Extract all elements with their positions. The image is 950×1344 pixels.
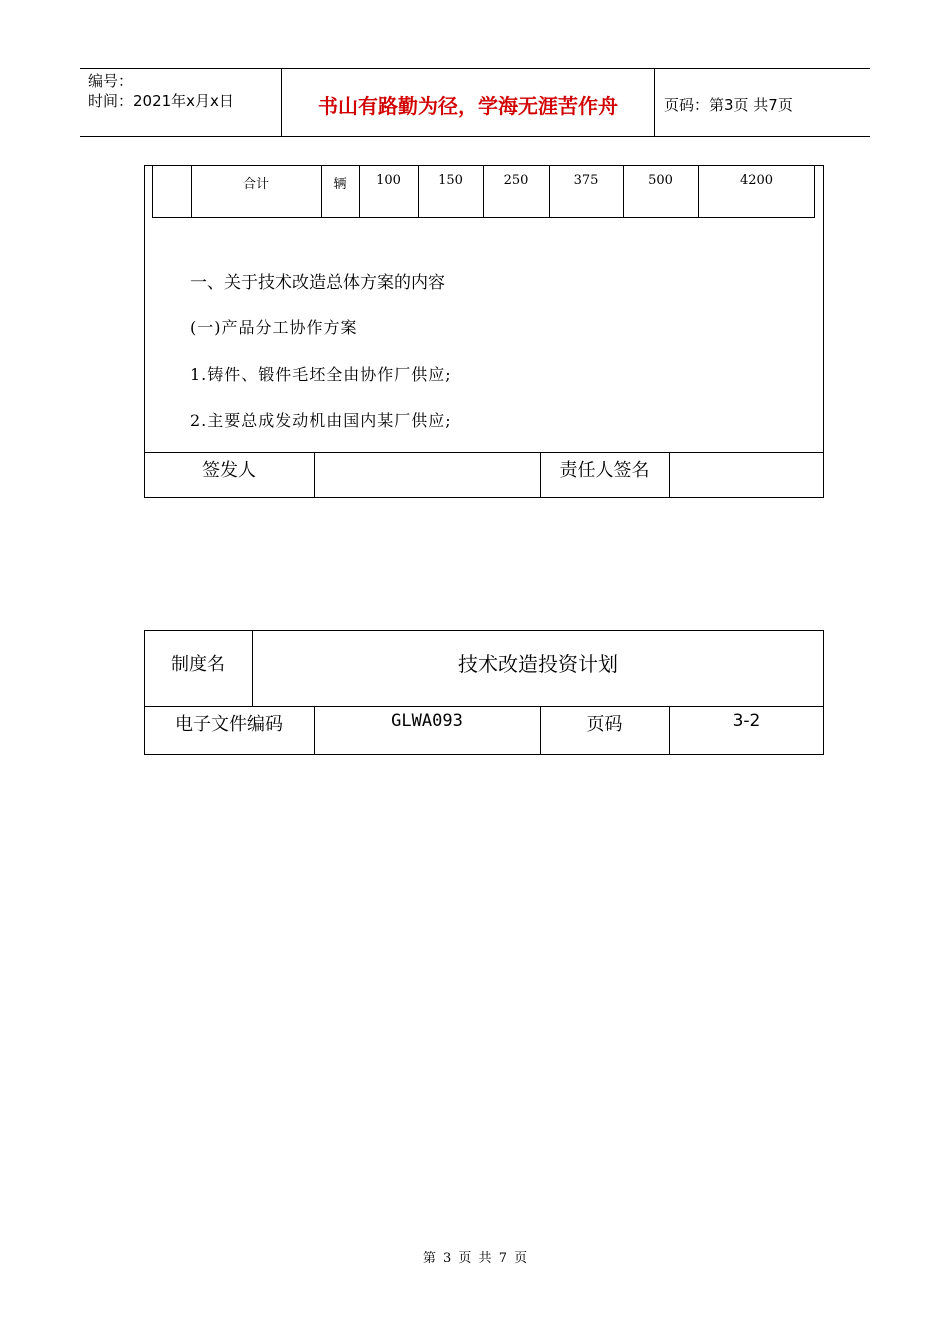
total-label: 合计 <box>242 177 269 192</box>
document-time-label: 时间：2021年x月x日 <box>88 92 234 110</box>
list-item: 2.主要总成发动机由国内某厂供应; <box>190 411 452 430</box>
system-name-label: 制度名 <box>171 654 225 675</box>
list-item: 1.铸件、锻件毛坯全由协作厂供应; <box>190 365 452 384</box>
header-page-info: 页码：第3页 共7页 <box>664 96 793 114</box>
section-subheading: (一)产品分工协作方案 <box>190 318 358 337</box>
page-value: 3-2 <box>732 711 761 731</box>
total-value: 150 <box>438 173 463 188</box>
document-info-rule <box>144 706 824 707</box>
header-divider-right <box>654 68 655 136</box>
responsible-signature-field[interactable] <box>669 456 824 496</box>
total-value: 375 <box>573 173 599 188</box>
header-top-rule <box>80 68 870 69</box>
document-number-label: 编号： <box>88 72 134 90</box>
total-value: 4200 <box>739 173 774 188</box>
issuer-field[interactable] <box>314 456 540 496</box>
header-motto: 书山有路勤为径，学海无涯苦作舟 <box>318 94 618 118</box>
page-label: 页码 <box>586 714 623 735</box>
section-heading: 一、关于技术改造总体方案的内容 <box>190 273 445 293</box>
issuer-label: 签发人 <box>202 460 256 481</box>
responsible-signature-label: 责任人签名 <box>559 460 650 481</box>
total-value: 500 <box>648 173 673 188</box>
file-code-label: 电子文件编码 <box>175 714 283 735</box>
total-value: 100 <box>376 173 401 188</box>
header-bottom-rule <box>80 136 870 137</box>
total-unit: 辆 <box>333 177 347 192</box>
page-footer: 第 3 页 共 7 页 <box>422 1251 528 1266</box>
total-value: 250 <box>503 173 529 188</box>
signature-row-rule <box>144 452 824 453</box>
file-code-value: GLWA093 <box>391 711 463 731</box>
system-name-value: 技术改造投资计划 <box>458 652 618 676</box>
